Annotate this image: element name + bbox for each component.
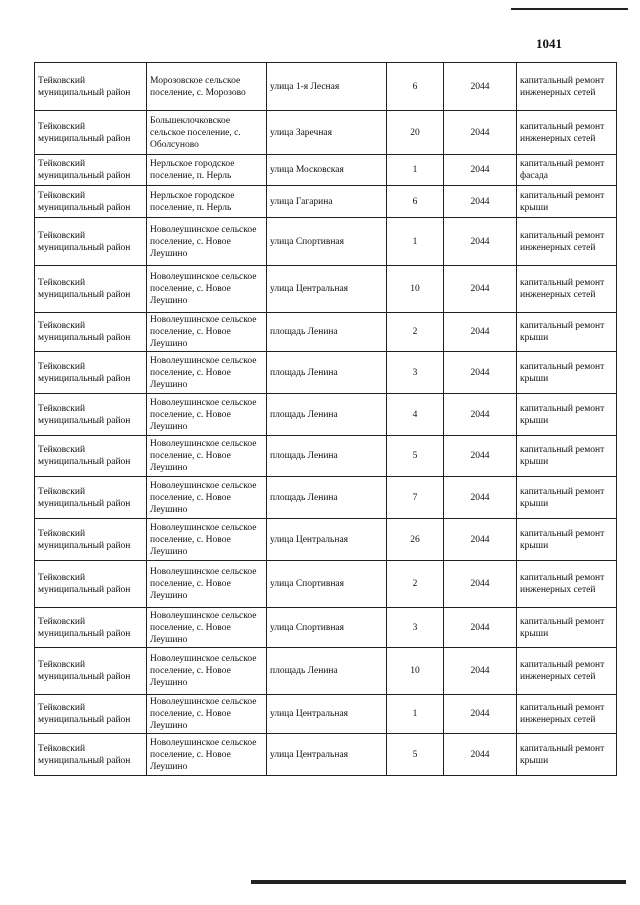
house-number-cell: 1 — [387, 695, 444, 734]
settlement-cell: Новолеушинское сельское поселение, с. Новое Леушино — [147, 477, 267, 519]
year-cell: 2044 — [444, 519, 517, 561]
year-cell: 2044 — [444, 695, 517, 734]
table-row — [35, 155, 617, 186]
work-type-cell: капитальный ремонт инженерных сетей — [517, 63, 617, 111]
year-cell: 2044 — [444, 266, 517, 313]
street-cell: улица Центральная — [267, 519, 387, 561]
district-cell: Тейковский муниципальный район — [35, 561, 147, 608]
year-cell: 2044 — [444, 477, 517, 519]
table-row — [35, 313, 617, 352]
work-type-cell: капитальный ремонт крыши — [517, 608, 617, 648]
work-type-cell: капитальный ремонт крыши — [517, 186, 617, 218]
work-type-cell: капитальный ремонт крыши — [517, 352, 617, 394]
house-number-cell: 26 — [387, 519, 444, 561]
district-cell: Тейковский муниципальный район — [35, 218, 147, 266]
street-cell: улица Спортивная — [267, 218, 387, 266]
work-type-cell: капитальный ремонт инженерных сетей — [517, 266, 617, 313]
table-row — [35, 519, 617, 561]
top-rule — [511, 8, 628, 10]
table-row — [35, 477, 617, 519]
house-number-cell: 5 — [387, 734, 444, 776]
district-cell: Тейковский муниципальный район — [35, 648, 147, 695]
work-type-cell: капитальный ремонт крыши — [517, 394, 617, 436]
table-row — [35, 734, 617, 776]
street-cell: улица Заречная — [267, 111, 387, 155]
bottom-rule — [251, 880, 626, 884]
table-row — [35, 218, 617, 266]
year-cell: 2044 — [444, 313, 517, 352]
district-cell: Тейковский муниципальный район — [35, 186, 147, 218]
work-type-cell: капитальный ремонт крыши — [517, 519, 617, 561]
year-cell: 2044 — [444, 436, 517, 477]
street-cell: улица Спортивная — [267, 561, 387, 608]
work-type-cell: капитальный ремонт крыши — [517, 436, 617, 477]
house-number-cell: 2 — [387, 313, 444, 352]
street-cell: площадь Ленина — [267, 648, 387, 695]
district-cell: Тейковский муниципальный район — [35, 519, 147, 561]
year-cell: 2044 — [444, 394, 517, 436]
house-number-cell: 1 — [387, 218, 444, 266]
street-cell: улица Гагарина — [267, 186, 387, 218]
work-type-cell: капитальный ремонт крыши — [517, 313, 617, 352]
year-cell: 2044 — [444, 561, 517, 608]
street-cell: улица Центральная — [267, 734, 387, 776]
settlement-cell: Новолеушинское сельское поселение, с. Новое Леушино — [147, 352, 267, 394]
street-cell: площадь Ленина — [267, 477, 387, 519]
settlement-cell: Нерльское городское поселение, п. Нерль — [147, 155, 267, 186]
year-cell: 2044 — [444, 63, 517, 111]
table-row — [35, 648, 617, 695]
repair-schedule-table — [34, 62, 617, 776]
street-cell: улица Центральная — [267, 266, 387, 313]
year-cell: 2044 — [444, 648, 517, 695]
house-number-cell: 1 — [387, 155, 444, 186]
settlement-cell: Новолеушинское сельское поселение, с. Новое Леушино — [147, 313, 267, 352]
house-number-cell: 6 — [387, 63, 444, 111]
house-number-cell: 10 — [387, 648, 444, 695]
page-number: 1041 — [536, 36, 562, 51]
house-number-cell: 4 — [387, 394, 444, 436]
year-cell: 2044 — [444, 218, 517, 266]
work-type-cell: капитальный ремонт инженерных сетей — [517, 695, 617, 734]
district-cell: Тейковский муниципальный район — [35, 266, 147, 313]
year-cell: 2044 — [444, 186, 517, 218]
district-cell: Тейковский муниципальный район — [35, 111, 147, 155]
house-number-cell: 2 — [387, 561, 444, 608]
table-row — [35, 394, 617, 436]
year-cell: 2044 — [444, 352, 517, 394]
settlement-cell: Нерльское городское поселение, п. Нерль — [147, 186, 267, 218]
district-cell: Тейковский муниципальный район — [35, 734, 147, 776]
settlement-cell: Новолеушинское сельское поселение, с. Новое Леушино — [147, 648, 267, 695]
district-cell: Тейковский муниципальный район — [35, 436, 147, 477]
street-cell: площадь Ленина — [267, 394, 387, 436]
street-cell: площадь Ленина — [267, 436, 387, 477]
settlement-cell: Новолеушинское сельское поселение, с. Новое Леушино — [147, 436, 267, 477]
district-cell: Тейковский муниципальный район — [35, 394, 147, 436]
street-cell: улица 1-я Лесная — [267, 63, 387, 111]
year-cell: 2044 — [444, 111, 517, 155]
table-row — [35, 111, 617, 155]
house-number-cell: 20 — [387, 111, 444, 155]
street-cell: площадь Ленина — [267, 313, 387, 352]
year-cell: 2044 — [444, 155, 517, 186]
table-row — [35, 63, 617, 111]
table-body — [35, 63, 617, 776]
house-number-cell: 10 — [387, 266, 444, 313]
work-type-cell: капитальный ремонт крыши — [517, 734, 617, 776]
work-type-cell: капитальный ремонт инженерных сетей — [517, 218, 617, 266]
table-row — [35, 436, 617, 477]
house-number-cell: 6 — [387, 186, 444, 218]
street-cell: улица Московская — [267, 155, 387, 186]
street-cell: улица Центральная — [267, 695, 387, 734]
district-cell: Тейковский муниципальный район — [35, 313, 147, 352]
table-row — [35, 186, 617, 218]
district-cell: Тейковский муниципальный район — [35, 155, 147, 186]
year-cell: 2044 — [444, 608, 517, 648]
house-number-cell: 7 — [387, 477, 444, 519]
settlement-cell: Новолеушинское сельское поселение, с. Новое Леушино — [147, 561, 267, 608]
settlement-cell: Новолеушинское сельское поселение, с. Новое Леушино — [147, 608, 267, 648]
settlement-cell: Новолеушинское сельское поселение, с. Новое Леушино — [147, 394, 267, 436]
street-cell: улица Спортивная — [267, 608, 387, 648]
street-cell: площадь Ленина — [267, 352, 387, 394]
house-number-cell: 5 — [387, 436, 444, 477]
settlement-cell: Новолеушинское сельское поселение, с. Новое Леушино — [147, 734, 267, 776]
work-type-cell: капитальный ремонт инженерных сетей — [517, 561, 617, 608]
house-number-cell: 3 — [387, 352, 444, 394]
settlement-cell: Новолеушинское сельское поселение, с. Новое Леушино — [147, 519, 267, 561]
district-cell: Тейковский муниципальный район — [35, 63, 147, 111]
settlement-cell: Новолеушинское сельское поселение, с. Новое Леушино — [147, 218, 267, 266]
settlement-cell: Большеклочковское сельское поселение, с. Оболсуново — [147, 111, 267, 155]
table-row — [35, 561, 617, 608]
year-cell: 2044 — [444, 734, 517, 776]
settlement-cell: Новолеушинское сельское поселение, с. Новое Леушино — [147, 266, 267, 313]
district-cell: Тейковский муниципальный район — [35, 695, 147, 734]
house-number-cell: 3 — [387, 608, 444, 648]
settlement-cell: Новолеушинское сельское поселение, с. Новое Леушино — [147, 695, 267, 734]
district-cell: Тейковский муниципальный район — [35, 608, 147, 648]
table-row — [35, 695, 617, 734]
district-cell: Тейковский муниципальный район — [35, 352, 147, 394]
work-type-cell: капитальный ремонт фасада — [517, 155, 617, 186]
work-type-cell: капитальный ремонт инженерных сетей — [517, 648, 617, 695]
table-row — [35, 608, 617, 648]
table-row — [35, 352, 617, 394]
work-type-cell: капитальный ремонт крыши — [517, 477, 617, 519]
settlement-cell: Морозовское сельское поселение, с. Морозово — [147, 63, 267, 111]
district-cell: Тейковский муниципальный район — [35, 477, 147, 519]
table-row — [35, 266, 617, 313]
work-type-cell: капитальный ремонт инженерных сетей — [517, 111, 617, 155]
